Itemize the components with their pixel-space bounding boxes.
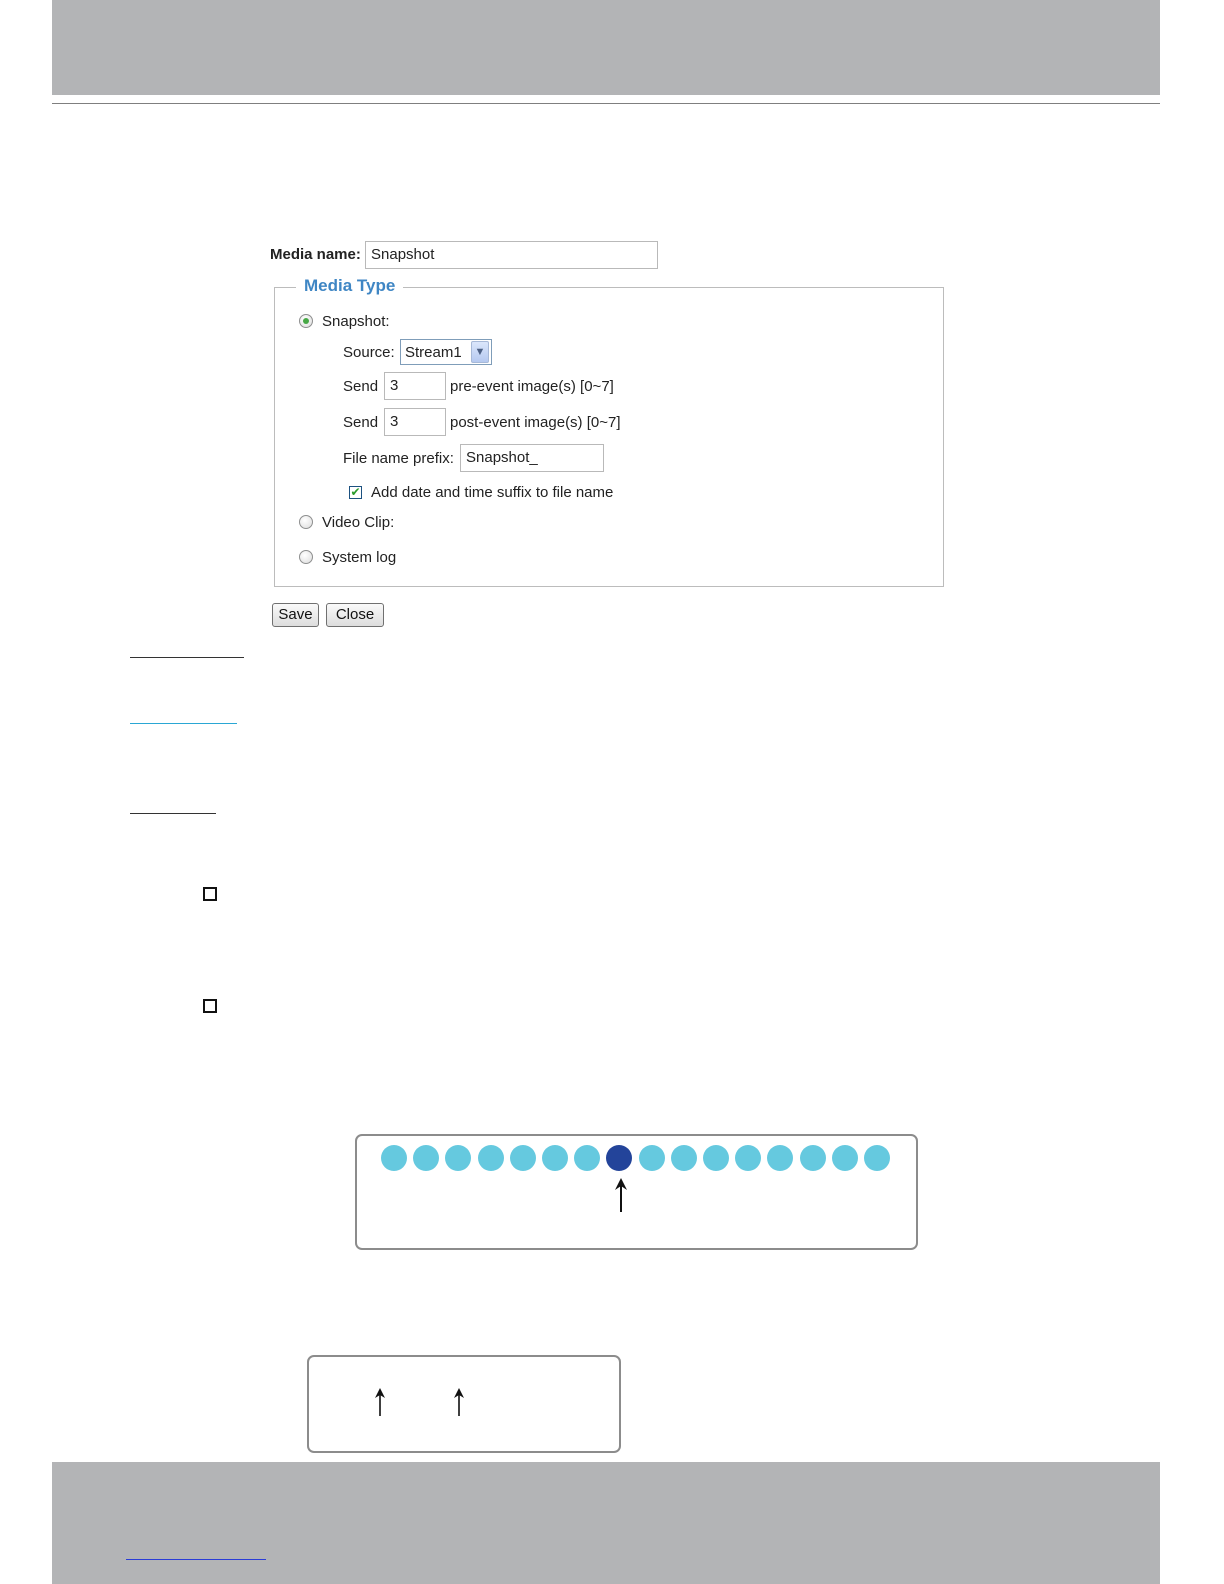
section-rule-3 — [130, 813, 216, 814]
system-log-radio[interactable] — [299, 550, 313, 564]
frame-dot — [832, 1145, 858, 1171]
bullet-square-2 — [203, 999, 217, 1013]
frame-dot — [639, 1145, 665, 1171]
video-clip-radio[interactable] — [299, 515, 313, 529]
header-banner — [52, 0, 1160, 95]
frame-dot — [413, 1145, 439, 1171]
media-name-label: Media name: — [270, 246, 361, 263]
section-rule-1 — [130, 657, 244, 658]
frame-dot — [478, 1145, 504, 1171]
frame-dot — [735, 1145, 761, 1171]
frame-dot — [542, 1145, 568, 1171]
close-button[interactable]: Close — [326, 603, 384, 627]
header-divider — [52, 103, 1160, 104]
section-rule-2 — [130, 723, 237, 724]
source-label: Source: — [343, 344, 395, 361]
save-button[interactable]: Save — [272, 603, 319, 627]
frame-dot — [703, 1145, 729, 1171]
snapshot-radio-label: Snapshot: — [322, 313, 390, 330]
pre-event-count-input[interactable]: 3 — [384, 372, 446, 400]
pre-event-send-label: Send — [343, 378, 379, 395]
chevron-down-icon[interactable]: ▼ — [471, 341, 489, 363]
frame-dot — [574, 1145, 600, 1171]
radio-selected-dot — [303, 318, 309, 324]
source-select-value: Stream1 — [405, 344, 462, 361]
post-event-text: post-event image(s) [0~7] — [450, 414, 621, 431]
media-name-input[interactable]: Snapshot — [365, 241, 658, 269]
snapshot-radio[interactable] — [299, 314, 313, 328]
checkmark-icon: ✔ — [350, 485, 361, 499]
footer-link-underline[interactable] — [126, 1559, 266, 1560]
frame-dot — [510, 1145, 536, 1171]
system-log-radio-label: System log — [322, 549, 397, 566]
video-clip-radio-label: Video Clip: — [322, 514, 395, 531]
file-name-prefix-input[interactable]: Snapshot_ — [460, 444, 604, 472]
frame-dot — [800, 1145, 826, 1171]
media-type-legend: Media Type — [296, 276, 403, 296]
frame-dot — [864, 1145, 890, 1171]
pre-event-text: pre-event image(s) [0~7] — [450, 378, 614, 395]
bullet-square-1 — [203, 887, 217, 901]
frame-dot — [381, 1145, 407, 1171]
footer-banner — [52, 1462, 1160, 1584]
post-event-count-input[interactable]: 3 — [384, 408, 446, 436]
media-type-fieldset — [274, 287, 944, 587]
up-arrow-icon — [370, 1386, 390, 1418]
post-event-send-label: Send — [343, 414, 379, 431]
frame-dot — [671, 1145, 697, 1171]
up-arrow-icon — [449, 1386, 469, 1418]
current-frame-arrow-icon — [610, 1176, 632, 1216]
date-suffix-label: Add date and time suffix to file name — [371, 484, 614, 501]
file-name-prefix-label: File name prefix: — [343, 450, 454, 467]
date-suffix-checkbox[interactable] — [349, 486, 362, 499]
